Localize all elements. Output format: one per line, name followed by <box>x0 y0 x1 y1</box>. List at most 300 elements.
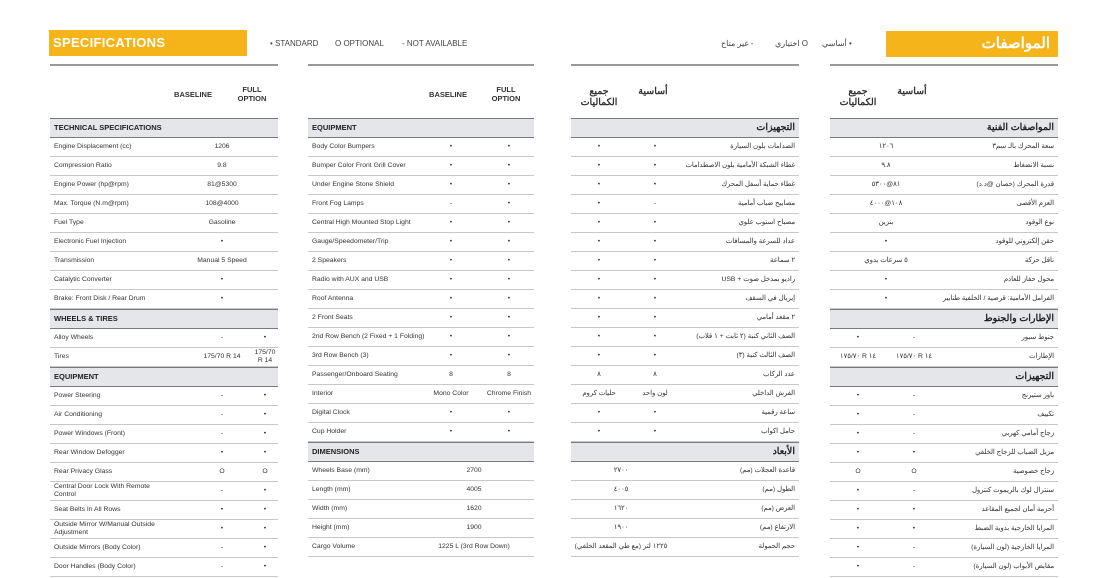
table-row <box>571 366 799 385</box>
row-value-full-option: • <box>597 333 601 340</box>
table-row <box>830 348 1058 367</box>
row-value-full-option: • <box>597 162 601 169</box>
table-row <box>571 500 799 519</box>
table-row <box>50 252 278 271</box>
row-label: Digital Clock <box>312 409 350 416</box>
section-header: EQUIPMENT <box>50 367 278 387</box>
table-row <box>50 539 278 558</box>
table-row <box>571 214 799 233</box>
row-value-baseline: • <box>449 219 453 226</box>
row-value-full-option: • <box>597 295 601 302</box>
row-label: الفرش الداخلي <box>752 390 795 397</box>
col2-top-rule <box>308 64 534 66</box>
row-value-full-option: • <box>507 314 511 321</box>
table-row <box>830 539 1058 558</box>
row-value-full-option: • <box>507 219 511 226</box>
row-label: حقن إلكتروني للوقود <box>995 238 1054 245</box>
row-value-baseline: • <box>449 238 453 245</box>
table-row <box>308 385 534 404</box>
row-value-baseline: - <box>912 430 916 437</box>
row-value-baseline: O <box>219 468 225 475</box>
row-value-full-option: Chrome Finish <box>486 390 532 397</box>
row-value-baseline: 9.8 <box>217 162 227 169</box>
row-label: Rear Privacy Glass <box>54 468 113 475</box>
row-label: الطول (مم) <box>762 486 795 493</box>
row-value-baseline: • <box>653 257 657 264</box>
row-label: Gauge/Speedometer/Trip <box>312 238 389 245</box>
row-label: العرض (مم) <box>761 505 795 512</box>
row-label: Catalytic Converter <box>54 276 112 283</box>
row-value-full-option: • <box>263 525 267 532</box>
section-header: التجهيزات <box>830 367 1058 387</box>
row-value-full-option: • <box>597 257 601 264</box>
row-value-baseline: 1900 <box>466 524 482 531</box>
row-value-full-option: • <box>856 544 860 551</box>
row-label: ساعة رقمية <box>761 409 795 416</box>
row-value-baseline: • <box>449 276 453 283</box>
row-label: مصباح استوب علوي <box>738 219 795 226</box>
row-label: الفرامل الأمامية: قرصية / الخلفية طنابير <box>942 295 1054 302</box>
table-row <box>50 482 278 501</box>
row-label: 2 Speakers <box>312 257 347 264</box>
row-label: ٢ سماعة <box>770 257 795 264</box>
table-row <box>50 406 278 425</box>
row-value-baseline: • <box>449 409 453 416</box>
row-label: Compression Ratio <box>54 162 112 169</box>
row-value-baseline: ١٢٢٥ لتر (مع طي المقعد الخلفي) <box>574 543 668 550</box>
row-value-baseline: 1225 L (3rd Row Down) <box>438 543 510 550</box>
row-value-baseline: • <box>449 295 453 302</box>
row-value-baseline: • <box>653 143 657 150</box>
table-row <box>308 481 534 500</box>
row-value-full-option: • <box>856 334 860 341</box>
section-header: الإطارات والجنوط <box>830 309 1058 329</box>
row-label: Interior <box>312 390 334 397</box>
table-row <box>571 404 799 423</box>
row-value-baseline: • <box>884 276 888 283</box>
table-row <box>308 233 534 252</box>
row-label: سعة المحرك بالـ سم٣ <box>992 143 1054 150</box>
table-row <box>50 290 278 309</box>
row-value-baseline: ٨ <box>653 371 657 378</box>
row-label: Radio with AUX and USB <box>312 276 389 283</box>
row-value-full-option: • <box>263 487 267 494</box>
row-value-baseline: • <box>653 276 657 283</box>
table-row <box>571 538 799 557</box>
row-value-full-option: • <box>507 352 511 359</box>
legend-ar-standard: • أساسي <box>822 39 852 48</box>
row-value-full-option: • <box>856 449 860 456</box>
row-value-baseline: • <box>449 181 453 188</box>
row-value-baseline: ٨١@٥٣٠٠ <box>871 181 901 188</box>
row-value-full-option: حليات كروم <box>582 390 616 397</box>
row-label: الإطارات <box>1029 353 1054 360</box>
row-value-baseline: • <box>220 238 224 245</box>
row-label: Height (mm) <box>312 524 350 531</box>
row-label: الارتفاع (مم) <box>759 524 795 531</box>
table-row <box>308 366 534 385</box>
table-row <box>308 462 534 481</box>
row-value-full-option: • <box>507 238 511 245</box>
table-row <box>830 463 1058 482</box>
table-row <box>50 348 278 367</box>
table-row <box>50 157 278 176</box>
row-value-full-option: • <box>856 392 860 399</box>
row-value-full-option: • <box>507 200 511 207</box>
row-value-baseline: • <box>449 352 453 359</box>
table-row <box>830 290 1058 309</box>
row-label: قاعدة العجلات (مم) <box>739 467 795 474</box>
row-label: Roof Antenna <box>312 295 354 302</box>
row-label: Central High Mounted Stop Light <box>312 219 411 226</box>
table-row <box>308 252 534 271</box>
table-row <box>830 387 1058 406</box>
table-row <box>308 328 534 347</box>
row-label: أحزمة أمان لجميع المقاعد <box>981 506 1054 513</box>
table-row <box>50 176 278 195</box>
row-label: Engine Displacement (cc) <box>54 143 132 150</box>
table-row <box>50 558 278 577</box>
row-value-baseline: • <box>449 257 453 264</box>
row-label: Under Engine Stone Shield <box>312 181 394 188</box>
table-row <box>571 233 799 252</box>
table-row <box>571 328 799 347</box>
row-value-baseline: - <box>912 563 916 570</box>
row-value-full-option: • <box>597 181 601 188</box>
row-value-full-option: • <box>597 409 601 416</box>
row-value-baseline: • <box>653 181 657 188</box>
row-value-baseline: • <box>653 352 657 359</box>
row-label: Tires <box>54 353 69 360</box>
table-row <box>571 157 799 176</box>
row-value-full-option: • <box>507 162 511 169</box>
table-row <box>50 138 278 157</box>
row-label: المرايا الخارجية (لون السيارة) <box>971 544 1054 551</box>
row-value-full-option: • <box>507 295 511 302</box>
table-row <box>308 214 534 233</box>
section-header: EQUIPMENT <box>308 118 534 138</box>
table-row <box>830 157 1058 176</box>
table-row <box>571 271 799 290</box>
row-value-baseline: - <box>912 487 916 494</box>
row-label: مقابض الأبواب (لون السيارة) <box>973 563 1054 570</box>
table-row <box>308 195 534 214</box>
row-value-baseline: O <box>911 468 917 475</box>
row-label: مزيل الضباب للزجاج الخلفي <box>975 449 1054 456</box>
row-value-baseline: - <box>653 200 657 207</box>
row-value-baseline: • <box>912 506 916 513</box>
row-value-full-option: • <box>856 411 860 418</box>
specifications-title-ar: المواصفات <box>886 31 1058 57</box>
row-label: Engine Power (hp@rpm) <box>54 181 129 188</box>
row-value-baseline: ٥ سرعات يدوي <box>864 257 908 264</box>
table-row <box>830 271 1058 290</box>
row-label: ناقل حركة <box>1024 257 1054 264</box>
section-header: التجهيزات <box>571 118 799 138</box>
row-value-baseline: • <box>653 219 657 226</box>
col3-full-option-header: جميع الكماليات <box>580 86 618 108</box>
table-row <box>571 347 799 366</box>
row-label: Length (mm) <box>312 486 351 493</box>
table-row <box>830 252 1058 271</box>
row-value-baseline: • <box>653 428 657 435</box>
row-value-baseline: Gasoline <box>208 219 236 226</box>
row-label: 3rd Row Bench (3) <box>312 352 369 359</box>
row-value-baseline: 4005 <box>466 486 482 493</box>
section-header: الأبعاد <box>571 442 799 462</box>
row-value-baseline: • <box>449 143 453 150</box>
row-value-baseline: ٩.٨ <box>881 162 891 169</box>
col4-full-option-header: جميع الكماليات <box>839 86 877 108</box>
row-value-baseline: 8 <box>449 371 453 378</box>
col2-baseline-header: BASELINE <box>429 90 467 99</box>
row-value-full-option: • <box>507 181 511 188</box>
row-value-baseline: Manual 5 Speed <box>197 257 247 264</box>
row-value-baseline: 1620 <box>466 505 482 512</box>
row-value-full-option: • <box>263 506 267 513</box>
col3-baseline-header: أساسية <box>638 86 668 97</box>
row-value-baseline: • <box>220 506 224 513</box>
col1-table <box>50 118 278 577</box>
table-row <box>830 195 1058 214</box>
table-row <box>571 195 799 214</box>
row-value-baseline: - <box>912 544 916 551</box>
row-value-full-option: • <box>507 143 511 150</box>
row-label: 2nd Row Bench (2 Fixed + 1 Folding) <box>312 333 425 340</box>
section-header: المواصفات الفنية <box>830 118 1058 138</box>
table-row <box>308 138 534 157</box>
table-row <box>830 444 1058 463</box>
table-row <box>50 501 278 520</box>
table-row <box>50 425 278 444</box>
row-value-baseline: • <box>884 295 888 302</box>
row-value-baseline: - <box>449 200 453 207</box>
row-value-baseline: • <box>653 409 657 416</box>
row-value-baseline: - <box>912 411 916 418</box>
row-label: مصابيح ضباب أمامية <box>738 200 795 207</box>
row-label: راديو بمدخل صوت + USB <box>721 276 795 283</box>
table-row <box>830 558 1058 577</box>
table-row <box>830 482 1058 501</box>
table-row <box>830 214 1058 233</box>
table-row <box>50 520 278 539</box>
row-label: زجاج خصوصية <box>1013 468 1054 475</box>
specifications-title: SPECIFICATIONS <box>49 30 247 56</box>
row-value-full-option: ١٧٥/٧٠ R ١٤ <box>839 353 877 360</box>
row-value-baseline: • <box>653 295 657 302</box>
table-row <box>830 329 1058 348</box>
row-value-baseline: ١٠٨@٤٠٠٠ <box>869 200 903 207</box>
row-value-full-option: • <box>597 276 601 283</box>
row-label: ٢ مقعد أمامي <box>756 314 795 321</box>
row-label: Fuel Type <box>54 219 84 226</box>
table-row <box>571 176 799 195</box>
table-row <box>50 233 278 252</box>
row-label: Central Door Lock With Remote Control <box>54 483 150 498</box>
table-row <box>308 347 534 366</box>
table-row <box>571 481 799 500</box>
row-label: غطاء حماية أسفل المحرك <box>721 181 795 188</box>
row-value-full-option: • <box>263 411 267 418</box>
row-label: المرايا الخارجية بدوية الضبط <box>974 525 1054 532</box>
table-row <box>308 404 534 423</box>
row-value-baseline: • <box>653 314 657 321</box>
section-header: WHEELS & TIRES <box>50 309 278 329</box>
row-value-full-option: • <box>263 334 267 341</box>
row-value-full-option: • <box>507 409 511 416</box>
col2-table <box>308 118 534 557</box>
row-value-baseline: ١٩٠٠ <box>613 524 629 531</box>
table-row <box>50 463 278 482</box>
row-value-baseline: • <box>653 238 657 245</box>
row-label: إيريال في السقف <box>745 295 795 302</box>
row-value-baseline: • <box>912 449 916 456</box>
row-label: نوع الوقود <box>1025 219 1054 226</box>
row-label: Passenger/Onboard Seating <box>312 371 398 378</box>
row-value-full-option: • <box>507 428 511 435</box>
row-label: Seat Belts In All Rows <box>54 506 121 513</box>
table-row <box>830 233 1058 252</box>
row-value-full-option: • <box>263 449 267 456</box>
table-row <box>50 271 278 290</box>
row-value-baseline: • <box>220 276 224 283</box>
row-label: Electronic Fuel Injection <box>54 238 127 245</box>
row-label: Outside Mirrors (Body Color) <box>54 544 141 551</box>
row-label: حامل اكواب <box>761 428 795 435</box>
row-value-full-option: • <box>597 238 601 245</box>
row-value-baseline: - <box>220 430 224 437</box>
col2-full-option-header: FULL OPTION <box>491 85 521 103</box>
row-label: Brake: Front Disk / Rear Drum <box>54 295 146 302</box>
row-value-baseline: بنزين <box>878 219 894 226</box>
table-row <box>50 444 278 463</box>
table-row <box>571 519 799 538</box>
row-value-full-option: • <box>856 563 860 570</box>
table-row <box>830 406 1058 425</box>
table-row <box>830 501 1058 520</box>
row-label: Transmission <box>54 257 95 264</box>
row-value-baseline: • <box>912 525 916 532</box>
row-label: الصف الثالث كنبة (٣) <box>736 352 795 359</box>
row-value-baseline: - <box>220 411 224 418</box>
row-value-full-option: • <box>856 487 860 494</box>
row-label: زجاج أمامي كهربي <box>1001 430 1054 437</box>
table-row <box>50 214 278 233</box>
row-value-baseline: - <box>912 334 916 341</box>
row-value-full-option: O <box>262 468 268 475</box>
col4-table <box>830 118 1058 577</box>
row-value-baseline: • <box>220 525 224 532</box>
table-row <box>571 423 799 442</box>
row-value-baseline: 175/70 R 14 <box>203 353 241 360</box>
col1-baseline-header: BASELINE <box>174 90 212 99</box>
row-value-full-option: 175/70 R 14 <box>254 349 276 364</box>
row-value-baseline: 1206 <box>214 143 230 150</box>
table-row <box>308 538 534 557</box>
row-value-baseline: 2700 <box>466 467 482 474</box>
table-row <box>50 195 278 214</box>
table-row <box>308 271 534 290</box>
row-label: Front Fog Lamps <box>312 200 364 207</box>
table-row <box>308 176 534 195</box>
row-value-full-option: • <box>856 506 860 513</box>
row-value-baseline: 108@4000 <box>205 200 239 207</box>
table-row <box>571 309 799 328</box>
row-label: الصف الثاني كنبة (٢ ثابت + ١ قلاب) <box>696 333 795 340</box>
row-label: Rear Window Defogger <box>54 449 125 456</box>
row-label: جنوط سبور <box>1021 334 1054 341</box>
row-value-baseline: • <box>653 333 657 340</box>
row-value-baseline: ١٢٠٦ <box>878 143 894 150</box>
row-label: Door Handles (Body Color) <box>54 563 136 570</box>
table-row <box>830 425 1058 444</box>
row-label: محول حفاز للعادم <box>1003 276 1054 283</box>
col1-full-option-header: FULL OPTION <box>237 85 267 103</box>
table-row <box>308 423 534 442</box>
row-value-full-option: ٨ <box>597 371 601 378</box>
row-label: Cargo Volume <box>312 543 356 550</box>
table-row <box>50 387 278 406</box>
table-row <box>830 138 1058 157</box>
row-value-full-option: • <box>507 257 511 264</box>
row-value-full-option: • <box>507 333 511 340</box>
row-label: عداد للسرعة والمسافات <box>725 238 795 245</box>
row-label: Air Conditioning <box>54 411 102 418</box>
row-label: Alloy Wheels <box>54 334 94 341</box>
row-value-baseline: - <box>220 392 224 399</box>
row-value-baseline: • <box>220 295 224 302</box>
row-label: Max. Torque (N.m@rpm) <box>54 200 129 207</box>
row-value-baseline: - <box>220 334 224 341</box>
row-value-baseline: ١٧٥/٧٠ R ١٤ <box>895 353 933 360</box>
table-row <box>571 138 799 157</box>
row-value-baseline: - <box>912 392 916 399</box>
row-label: نسبة الانضغاط <box>1013 162 1054 169</box>
legend-ar-optional: O اختياري <box>775 39 809 48</box>
col4-top-rule <box>830 64 1058 66</box>
row-label: قدرة المحرك (حصان @د.د) <box>976 181 1054 188</box>
row-value-full-option: • <box>597 314 601 321</box>
row-value-full-option: • <box>856 525 860 532</box>
table-row <box>571 462 799 481</box>
table-row <box>830 176 1058 195</box>
row-value-full-option: • <box>263 563 267 570</box>
row-label: غطاء الشبكة الأمامية بلون الاصطدامات <box>685 162 795 169</box>
row-value-baseline: ٢٧٠٠ <box>613 467 629 474</box>
row-label: Cup Holder <box>312 428 347 435</box>
row-label: Power Windows (Front) <box>54 430 126 437</box>
legend-ar-not-available: - غير متاح <box>721 39 754 48</box>
row-value-full-option: • <box>507 276 511 283</box>
row-label: العزم الأقصى <box>1016 200 1054 207</box>
legend-standard: • STANDARD <box>270 39 319 48</box>
row-label: Outside Mirror W/Manual Outside Adjustment <box>54 521 155 536</box>
row-label: Wheels Base (mm) <box>312 467 370 474</box>
row-value-baseline: لون واحد <box>642 390 668 397</box>
row-value-full-option: • <box>597 352 601 359</box>
row-value-baseline: ١٦٢٠ <box>613 505 629 512</box>
row-value-full-option: • <box>263 544 267 551</box>
col3-top-rule <box>571 64 799 66</box>
row-value-full-option: • <box>263 430 267 437</box>
section-header: DIMENSIONS <box>308 442 534 462</box>
row-value-baseline: 81@5300 <box>207 181 237 188</box>
row-value-full-option: • <box>597 143 601 150</box>
table-row <box>308 500 534 519</box>
table-row <box>830 520 1058 539</box>
row-label: Width (mm) <box>312 505 348 512</box>
col3-table <box>571 118 799 557</box>
